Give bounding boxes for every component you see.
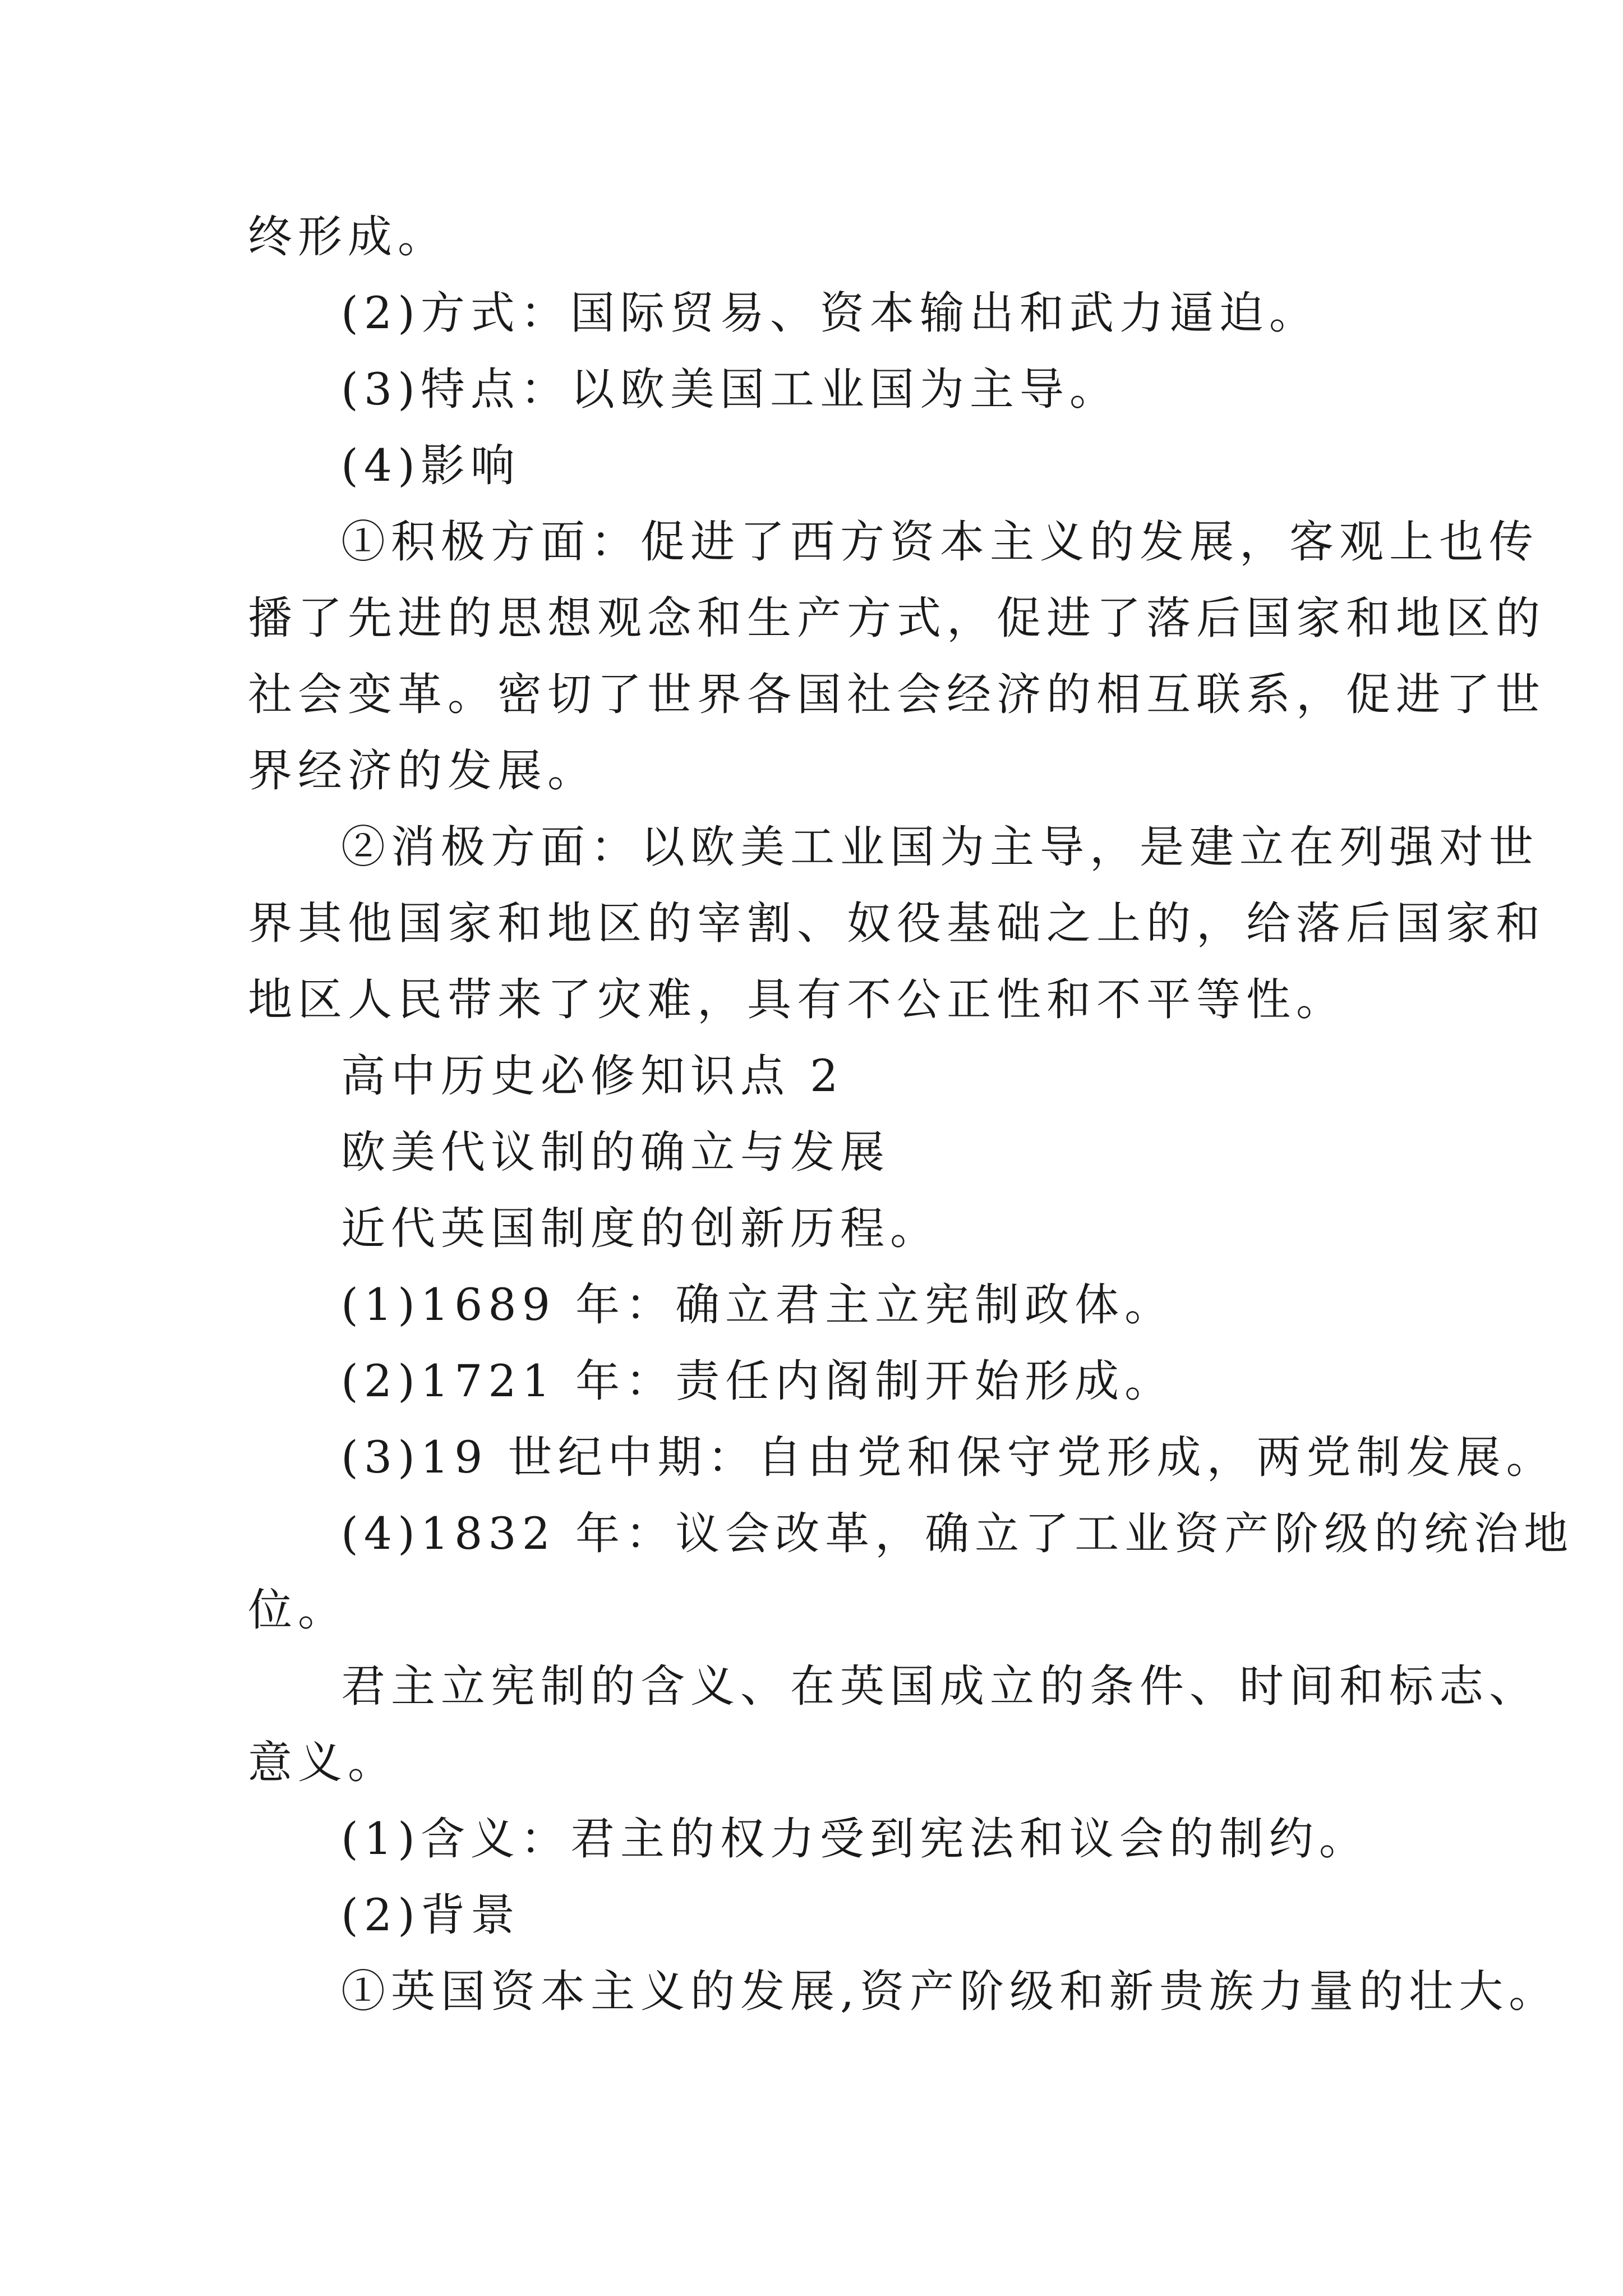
text-line-17: (3)19 世纪中期：自由党和保守党形成，两党制发展。 [341, 1432, 1556, 1483]
text-line-2: (2)方式：国际贸易、资本输出和武力逼迫。 [341, 287, 1319, 339]
text-line-14: 近代英国制度的创新历程。 [341, 1203, 940, 1254]
text-line-13: 欧美代议制的确立与发展 [341, 1126, 890, 1178]
text-line-12: 高中历史必修知识点 2 [341, 1050, 844, 1102]
text-line-3: (3)特点：以欧美国工业国为主导。 [341, 364, 1119, 415]
text-line-15: (1)1689 年：确立君主立宪制政体。 [341, 1279, 1175, 1331]
text-line-7: 社会变革。密切了世界各国社会经济的相互联系，促进了世 [248, 669, 1546, 720]
text-line-6: 播了先进的思想观念和生产方式，促进了落后国家和地区的 [248, 592, 1546, 644]
text-line-10: 界其他国家和地区的宰割、奴役基础之上的，给落后国家和 [248, 898, 1546, 949]
text-line-8: 界经济的发展。 [248, 745, 597, 797]
text-line-16: (2)1721 年：责任内阁制开始形成。 [341, 1355, 1175, 1407]
text-line-22: (1)含义：君主的权力受到宪法和议会的制约。 [341, 1813, 1369, 1865]
text-line-19: 位。 [248, 1584, 348, 1636]
text-line-18: (4)1832 年：议会改革，确立了工业资产阶级的统治地 [341, 1508, 1574, 1559]
text-line-21: 意义。 [248, 1737, 398, 1788]
text-line-20: 君主立宪制的含义、在英国成立的条件、时间和标志、 [341, 1660, 1539, 1712]
text-line-1: 终形成。 [248, 211, 448, 263]
text-line-11: 地区人民带来了灾难，具有不公正性和不平等性。 [248, 974, 1346, 1025]
text-line-9: ②消极方面：以欧美工业国为主导，是建立在列强对世 [341, 821, 1539, 873]
text-line-23: (2)背景 [341, 1889, 520, 1941]
text-line-24: ①英国资本主义的发展,资产阶级和新贵族力量的壮大。 [341, 1966, 1559, 2017]
text-line-4: (4)影响 [341, 440, 520, 491]
text-line-5: ①积极方面：促进了西方资本主义的发展，客观上也传 [341, 516, 1539, 568]
